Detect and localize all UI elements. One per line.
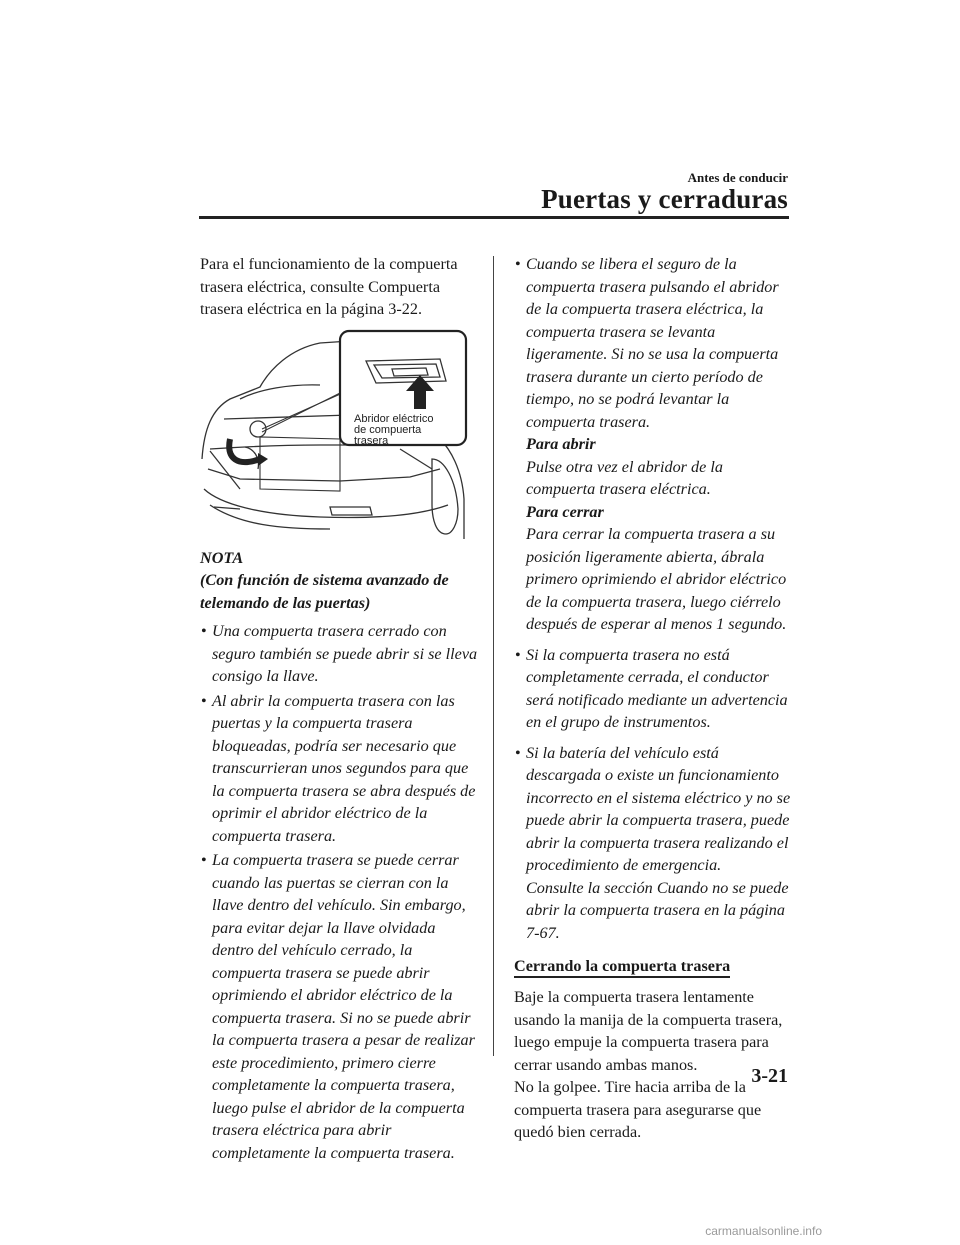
list-item: • La compuerta trasera se puede cerrar cuando las puertas se cierran con la llave dentro del vehículo. Sin embargo, para evitar dejar la llave olvidada dentro del vehículo cerrado, la compuerta trasera se puede abrir oprimiendo el abridor eléctrico de la compuerta trasera. Si no se puede abrir la compuerta trasera a pesar de realizar este procedimiento, primero cierre completamente la compuerta trasera, luego pulse el abridor de la compuerta trasera eléctrica para abrir completamente la compuerta trasera. [201, 851, 475, 1162]
header-rule [199, 216, 789, 219]
tailgate-illustration [200, 329, 470, 539]
closing-section-heading: Cerrando la compuerta trasera [514, 956, 730, 978]
note-title: NOTA [200, 548, 244, 567]
emergency-reference: Consulte la sección Cuando no se puede abrir la compuerta trasera en la página 7-67. [526, 878, 789, 942]
figure-label-line-2: de compuerta [354, 423, 422, 436]
column-divider [493, 256, 494, 1056]
chapter-title: Puertas y cerraduras [541, 184, 788, 214]
note-bullet-list [200, 620, 478, 1164]
open-text: Pulse otra vez el abridor de la compuerta trasera eléctrica. [526, 457, 723, 498]
list-item: • Si la compuerta trasera no está completamente cerrada, el conductor será notificado mediante un advertencia en el grupo de instrumentos. [515, 645, 788, 731]
list-item: • Cuando se libera el seguro de la compuerta trasera pulsando el abridor de la compuerta trasera eléctrica, la compuerta trasera se levanta ligeramente. Si no se usa la compuerta trasera durante un cierto período de tiempo, no se podrá levantar la compuerta trasera. Para abrir Pulse otra vez el abridor de la compuerta trasera eléctrica. Para cerrar Para cerrar la compuerta trasera a su posición ligeramente abierta, ábrala primero oprimiendo el abridor eléctrico de la compuerta trasera, luego ciérrelo después de esperar al menos 1 segundo. [514, 253, 794, 636]
section-title: Antes de conducir [687, 170, 788, 185]
right-bullet-list [514, 253, 794, 944]
left-column [200, 253, 478, 1166]
watermark: carmanualsonline.info [705, 1224, 822, 1238]
list-item: • Una compuerta trasera cerrado con seguro también se puede abrir si se lleva consigo la llave. [201, 622, 478, 685]
list-item: • Al abrir la compuerta trasera con las puertas y la compuerta trasera bloqueadas, podría ser necesario que transcurrieran unos segundos para que la compuerta trasera se abra después de oprimir el abridor eléctrico de la compuerta trasera. [201, 691, 476, 845]
close-subheading: Para cerrar [526, 502, 604, 521]
open-heading: Para abrir [526, 435, 596, 453]
closing-text-2: No la golpee. Tire hacia arriba de la compuerta trasera para asegurarse que quedó bien cerrada. [514, 1078, 762, 1141]
close-text: Para cerrar la compuerta trasera a su posición ligeramente abierta, ábrala primero oprimiendo el abridor eléctrico de la compuerta trasera, luego ciérrelo después de esperar al menos 1 segundo. [526, 525, 787, 633]
list-item: • Si la batería del vehículo está descargada o existe un funcionamiento incorrecto en el sistema eléctrico y no se puede abrir la compuerta trasera, puede abrir la compuerta trasera realizando el procedimiento de emergencia. Consulte la sección Cuando no se puede abrir la compuerta trasera en la página 7-67. [514, 742, 794, 945]
figure-label-line-1: Abridor eléctrico [354, 412, 434, 425]
note-subtitle: (Con función de sistema avanzado de telemando de las puertas) [200, 571, 449, 612]
page-number: 3-21 [751, 1065, 788, 1087]
closing-text-1: Baje la compuerta trasera lentamente usando la manija de la compuerta trasera, luego empuje la compuerta trasera para cerrar usando ambas manos. [514, 988, 783, 1074]
intro-paragraph: Para el funcionamiento de la compuerta trasera eléctrica, consulte Compuerta trasera eléctrica en la página 3-22. [200, 255, 458, 318]
right-column [514, 253, 794, 1144]
figure-label-line-3: trasera [354, 434, 389, 447]
